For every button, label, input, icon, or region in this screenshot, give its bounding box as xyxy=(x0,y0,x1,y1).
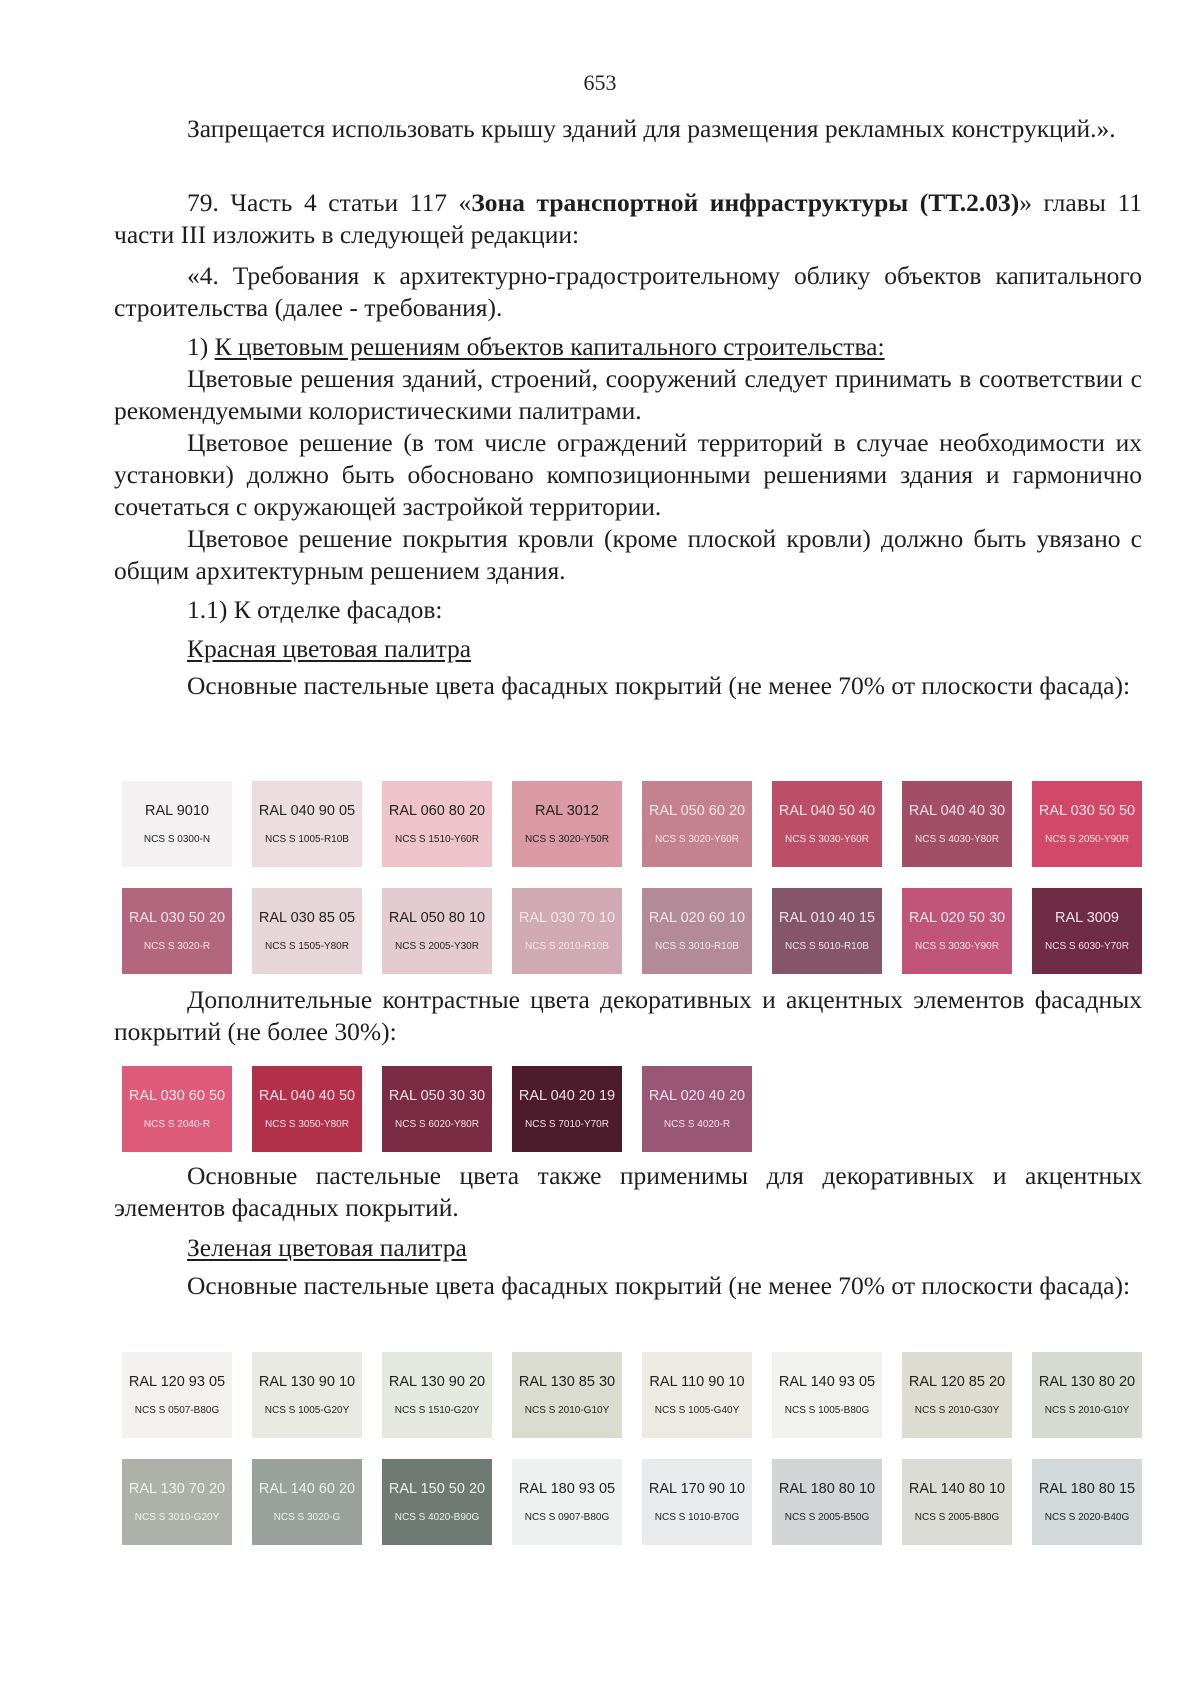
swatch-ncs-code: NCS S 2010-G10Y xyxy=(1044,1405,1130,1416)
swatch-ral-code: RAL 030 50 20 xyxy=(128,910,226,926)
swatch-ral-code: RAL 020 40 20 xyxy=(648,1088,746,1104)
red-palette-heading: Красная цветовая палитра xyxy=(187,634,472,663)
swatch-ncs-code: NCS S 4020-R xyxy=(663,1119,731,1130)
swatch-ral-code: RAL 040 50 40 xyxy=(778,803,876,819)
swatch-ncs-code: NCS S 5010-R10B xyxy=(785,941,869,952)
color-swatch xyxy=(512,781,622,867)
swatch-ncs-code: NCS S 1505-Y80R xyxy=(265,941,349,952)
color-swatch xyxy=(772,1352,882,1438)
swatch-ral-code: RAL 150 50 20 xyxy=(388,1481,486,1497)
swatch-ncs-code: NCS S 3030-Y60R xyxy=(785,834,869,845)
swatch-ral-code: RAL 030 50 50 xyxy=(1038,803,1136,819)
swatch-ral-code: RAL 130 90 10 xyxy=(258,1374,356,1390)
color-swatch xyxy=(1032,888,1142,974)
color-swatch xyxy=(382,781,492,867)
green-main-swatches-row-1 xyxy=(0,1352,1200,1440)
item-1-title: К цветовым решениям объектов капитального строительства: xyxy=(214,332,885,361)
swatch-ncs-code: NCS S 3020-Y60R xyxy=(655,834,739,845)
swatch-ncs-code: NCS S 3010-R10B xyxy=(655,941,739,952)
swatch-ral-code: RAL 130 85 30 xyxy=(518,1374,616,1390)
color-swatch xyxy=(902,1459,1012,1545)
color-swatch xyxy=(122,781,232,867)
paragraph-color-1: Цветовые решения зданий, строений, сооружений следует принимать в соответствии с рекомендуемыми колористическими палитрами. xyxy=(114,364,1142,425)
swatch-ral-code: RAL 050 80 10 xyxy=(388,910,486,926)
color-swatch xyxy=(902,781,1012,867)
swatch-ncs-code: NCS S 1005-G40Y xyxy=(654,1405,740,1416)
swatch-ncs-code: NCS S 0507-B80G xyxy=(134,1405,220,1416)
swatch-ncs-code: NCS S 6020-Y80R xyxy=(395,1119,479,1130)
color-swatch xyxy=(382,1066,492,1152)
swatch-ncs-code: NCS S 3020-G xyxy=(273,1512,341,1523)
color-swatch xyxy=(252,888,362,974)
paragraph-color-3: Цветовое решение покрытия кровли (кроме плоской кровли) должно быть увязано с общим архитектурным решением здания. xyxy=(114,524,1142,585)
swatch-ral-code: RAL 040 20 19 xyxy=(518,1088,616,1104)
swatch-ncs-code: NCS S 4030-Y80R xyxy=(915,834,999,845)
swatch-ral-code: RAL 030 70 10 xyxy=(518,910,616,926)
color-swatch xyxy=(382,888,492,974)
paragraph-requirements: «4. Требования к архитектурно-градостроительному облику объектов капитального строительства (далее - требования). xyxy=(114,261,1142,322)
swatch-ral-code: RAL 060 80 20 xyxy=(388,803,486,819)
swatch-ral-code: RAL 180 80 15 xyxy=(1038,1481,1136,1497)
swatch-ncs-code: NCS S 7010-Y70R xyxy=(525,1119,609,1130)
red-main-intro: Основные пастельные цвета фасадных покрытий (не менее 70% от плоскости фасада): xyxy=(187,671,1131,700)
swatch-ral-code: RAL 9010 xyxy=(145,803,209,819)
item-1-1-heading: 1.1) К отделке фасадов: xyxy=(187,595,443,624)
swatch-ncs-code: NCS S 1005-G20Y xyxy=(264,1405,350,1416)
swatch-ral-code: RAL 130 70 20 xyxy=(128,1481,226,1497)
swatch-ncs-code: NCS S 1010-B70G xyxy=(654,1512,740,1523)
swatch-ral-code: RAL 140 93 05 xyxy=(778,1374,876,1390)
swatch-ncs-code: NCS S 0300-N xyxy=(143,834,211,845)
color-swatch xyxy=(512,1352,622,1438)
swatch-ral-code: RAL 170 90 10 xyxy=(648,1481,746,1497)
para-79-lead: 79. Часть 4 статьи 117 « xyxy=(187,188,472,217)
color-swatch xyxy=(642,888,752,974)
color-swatch xyxy=(122,1459,232,1545)
swatch-ral-code: RAL 020 60 10 xyxy=(648,910,746,926)
swatch-ral-code: RAL 030 60 50 xyxy=(128,1088,226,1104)
swatch-ncs-code: NCS S 2010-G30Y xyxy=(914,1405,1000,1416)
swatch-ral-code: RAL 120 85 20 xyxy=(908,1374,1006,1390)
red-accent-intro: Дополнительные контрастные цвета декоративных и акцентных элементов фасадных покрытий (не более 30%): xyxy=(114,985,1142,1046)
color-swatch xyxy=(382,1352,492,1438)
color-swatch xyxy=(642,1066,752,1152)
swatch-ral-code: RAL 3012 xyxy=(535,803,599,819)
para-79-tail: » главы 11 части III изложить в следующей редакции: xyxy=(114,188,1142,249)
item-1-number: 1) xyxy=(187,332,215,361)
swatch-ral-code: RAL 130 80 20 xyxy=(1038,1374,1136,1390)
swatch-ncs-code: NCS S 3020-Y50R xyxy=(525,834,609,845)
swatch-ncs-code: NCS S 3030-Y90R xyxy=(915,941,999,952)
color-swatch xyxy=(902,1352,1012,1438)
color-swatch xyxy=(1032,781,1142,867)
paragraph-79 xyxy=(114,187,1142,251)
para-79-zone-title: Зона транспортной инфраструктуры (ТТ.2.03) xyxy=(471,188,1020,217)
swatch-ral-code: RAL 140 80 10 xyxy=(908,1481,1006,1497)
red-accent-swatches-row xyxy=(0,1066,1200,1154)
swatch-ncs-code: NCS S 2005-Y30R xyxy=(395,941,479,952)
red-note: Основные пастельные цвета также применимы для декоративных и акцентных элементов фасадных покрытий. xyxy=(114,1161,1142,1222)
swatch-ncs-code: NCS S 2040-R xyxy=(143,1119,211,1130)
color-swatch xyxy=(512,1066,622,1152)
red-main-swatches-row-2 xyxy=(0,888,1200,976)
color-swatch xyxy=(122,1066,232,1152)
color-swatch xyxy=(772,1459,882,1545)
color-swatch xyxy=(122,1352,232,1438)
color-swatch xyxy=(252,1066,362,1152)
green-palette-heading: Зеленая цветовая палитра xyxy=(187,1233,467,1262)
swatch-ncs-code: NCS S 2020-B40G xyxy=(1044,1512,1130,1523)
item-1-heading xyxy=(114,331,1142,363)
swatch-ncs-code: NCS S 2050-Y90R xyxy=(1045,834,1129,845)
swatch-ral-code: RAL 120 93 05 xyxy=(128,1374,226,1390)
swatch-ral-code: RAL 050 30 30 xyxy=(388,1088,486,1104)
color-swatch xyxy=(382,1459,492,1545)
color-swatch xyxy=(642,1459,752,1545)
swatch-ral-code: RAL 110 90 10 xyxy=(649,1374,745,1390)
green-main-swatches-row-2 xyxy=(0,1459,1200,1547)
color-swatch xyxy=(1032,1459,1142,1545)
swatch-ncs-code: NCS S 0907-B80G xyxy=(524,1512,610,1523)
color-swatch xyxy=(1032,1352,1142,1438)
page-number: 653 xyxy=(583,70,617,95)
swatch-ncs-code: NCS S 3050-Y80R xyxy=(265,1119,349,1130)
swatch-ncs-code: NCS S 3020-R xyxy=(143,941,211,952)
swatch-ncs-code: NCS S 2010-G10Y xyxy=(524,1405,610,1416)
color-swatch xyxy=(902,888,1012,974)
color-swatch xyxy=(642,781,752,867)
swatch-ncs-code: NCS S 6030-Y70R xyxy=(1045,941,1129,952)
swatch-ncs-code: NCS S 3010-G20Y xyxy=(134,1512,220,1523)
color-swatch xyxy=(772,888,882,974)
color-swatch xyxy=(122,888,232,974)
swatch-ncs-code: NCS S 2005-B50G xyxy=(784,1512,870,1523)
color-swatch xyxy=(772,781,882,867)
color-swatch xyxy=(642,1352,752,1438)
color-swatch xyxy=(512,1459,622,1545)
swatch-ral-code: RAL 040 40 50 xyxy=(258,1088,356,1104)
swatch-ncs-code: NCS S 2005-B80G xyxy=(914,1512,1000,1523)
color-swatch xyxy=(252,1352,362,1438)
swatch-ral-code: RAL 130 90 20 xyxy=(388,1374,486,1390)
swatch-ral-code: RAL 030 85 05 xyxy=(258,910,356,926)
swatch-ral-code: RAL 010 40 15 xyxy=(778,910,876,926)
swatch-ncs-code: NCS S 1005-R10B xyxy=(265,834,349,845)
swatch-ral-code: RAL 040 90 05 xyxy=(258,803,356,819)
swatch-ncs-code: NCS S 1510-Y60R xyxy=(395,834,479,845)
paragraph-prohibition: Запрещается использовать крышу зданий для размещения рекламных конструкций.». xyxy=(187,114,1116,143)
color-swatch xyxy=(512,888,622,974)
paragraph-color-2: Цветовое решение (в том числе ограждений территорий в случае необходимости их установки) должно быть обосновано композиционными решениями здания и гармонично сочетаться с окружающей застройкой территории. xyxy=(114,428,1142,521)
swatch-ral-code: RAL 180 80 10 xyxy=(778,1481,876,1497)
swatch-ral-code: RAL 040 40 30 xyxy=(908,803,1006,819)
swatch-ral-code: RAL 180 93 05 xyxy=(518,1481,616,1497)
swatch-ral-code: RAL 050 60 20 xyxy=(648,803,746,819)
red-main-swatches-row-1 xyxy=(0,781,1200,869)
swatch-ral-code: RAL 140 60 20 xyxy=(258,1481,356,1497)
color-swatch xyxy=(252,781,362,867)
color-swatch xyxy=(252,1459,362,1545)
swatch-ral-code: RAL 020 50 30 xyxy=(908,910,1006,926)
swatch-ncs-code: NCS S 1005-B80G xyxy=(784,1405,870,1416)
green-main-intro: Основные пастельные цвета фасадных покрытий (не менее 70% от плоскости фасада): xyxy=(187,1271,1131,1300)
swatch-ncs-code: NCS S 4020-B90G xyxy=(394,1512,480,1523)
swatch-ral-code: RAL 3009 xyxy=(1055,910,1119,926)
swatch-ncs-code: NCS S 2010-R10B xyxy=(525,941,609,952)
swatch-ncs-code: NCS S 1510-G20Y xyxy=(394,1405,480,1416)
